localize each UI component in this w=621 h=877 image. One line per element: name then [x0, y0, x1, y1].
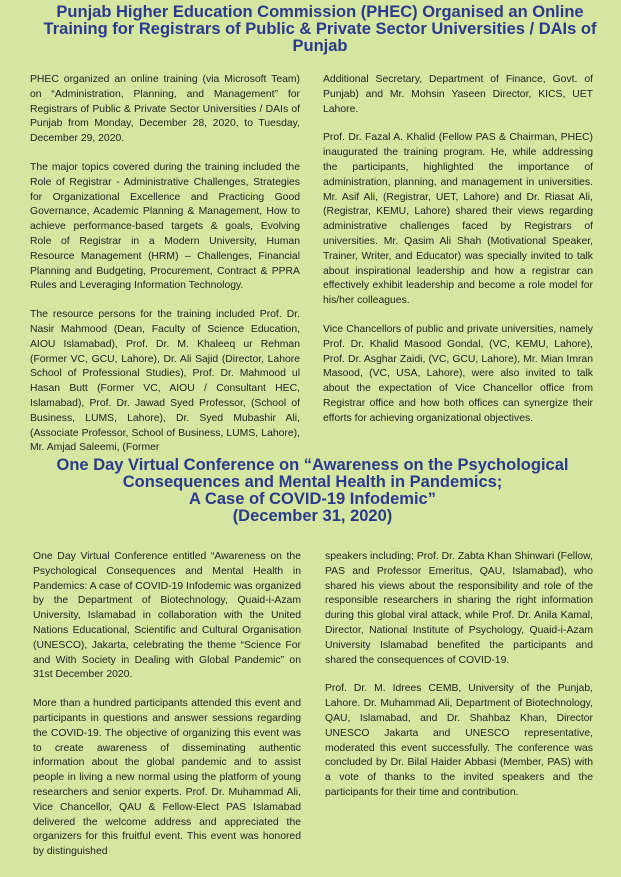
article2-column-right	[325, 550, 593, 875]
article2-paragraph: More than a hundred participants attended this event and participants in questions and answer sessions regarding the COVID-19. The objective of organizing this event was to create awareness of disseminating authentic information about the global pandemic and to assist people in living a new normal using the platform of young researchers and senior experts. Prof. Dr. Muhammad Ali, Vice Chancellor, QAU & Fellow-Elect PAS Islamabad delivered the welcome address and appreciated the organizers for this fruitful event. This event was honored by distinguished	[33, 698, 301, 858]
article2-body	[33, 550, 593, 875]
article1-paragraph: Prof. Dr. Fazal A. Khalid (Fellow PAS & Chairman, PHEC) inaugurated the training program. He, while addressing the participants, highlighted the importance of administration, planning, and management in universities. Mr. Asif Ali, (Registrar, UET, Lahore) and Dr. Riasat Ali, (Registrar, KEMU, Lahore) shared their views regarding administrative challenges faced by Registrars of universities. Mr. Qasim Ali Shah (Motivational Speaker, Trainer, Writer, and Educator) was specially invited to talk about inspirational leadership and how a registrar can effectively exhibit leadership and become a role model for his/her colleagues.	[323, 132, 593, 307]
article2-title-line: A Case of COVID-19 Infodemic”	[189, 490, 436, 508]
article1-title: Punjab Higher Education Commission (PHEC) Organised an Online Training for Registrars of Public & Private Sector Universities / DAIs of Punjab	[43, 3, 597, 55]
article2-title-line: Consequences and Mental Health in Pandemics;	[122, 473, 503, 491]
article2-paragraph: Prof. Dr. M. Idrees CEMB, University of the Punjab, Lahore. Dr. Muhammad Ali, Department of Biotechnology, QAU, Islamabad, and Dr. Shahbaz Khan, Director UNESCO Jakarta and UNESCO representative, moderated this event successfully. The conference was concluded by Dr. Bilal Haider Abbasi (Member, PAS) with a vote of thanks to the invited speakers and the participants for their time and contribution.	[325, 683, 593, 798]
article2-title-date: (December 31, 2020)	[232, 507, 393, 525]
article1-paragraph: The resource persons for the training included Prof. Dr. Nasir Mahmood (Dean, Faculty of Science Education, AIOU Islamabad), Prof. Dr. M. Khaleeq ur Rehman (Former VC, GCU, Lahore), Dr. Ali Sajid (Director, Lahore School of Professional Studies), Prof. Dr. Mahmood ul Hasan Butt (Former VC, AIOU / Consultant HEC, Islamabad), Prof. Dr. Jawad Syed Professor, (School of Business, LUMS, Lahore), Dr. Syed Mubashir Ali, (Associate Professor, School of Business, LUMS, Lahore), Mr. Amjad Saleemi, (Former	[30, 309, 300, 453]
article1-body	[30, 73, 593, 453]
article2-title-line: One Day Virtual Conference on “Awareness on the Psychological	[56, 456, 569, 474]
article1-column-right	[323, 73, 593, 453]
article1-paragraph: Additional Secretary, Department of Finance, Govt. of Punjab) and Mr. Mohsin Yaseen Director, KICS, UET Lahore.	[323, 74, 593, 115]
article2-paragraph: One Day Virtual Conference entitled “Awareness on the Psychological Consequences and Mental Health in Pandemics: A case of COVID-19 Infodemic was organized by the Department of Biotechnology, Quaid-i-Azam University, Islamabad in collaboration with the United Nations Educational, Scientific and Cultural Organisation (UNESCO), Jakarta, celebrating the theme “Science For and With Society in Dealing with Global Pandemic” on 31st December 2020.	[33, 551, 301, 681]
article1-paragraph: Vice Chancellors of public and private universities, namely Prof. Dr. Khalid Masood Gondal, (VC, KEMU, Lahore), Prof. Dr. Asghar Zaidi, (VC, GCU, Lahore), Mr. Mian Imran Masood, (VC, USA, Lahore), were also invited to talk about the expectation of Vice Chancellor office from Registrar office and how both offices can synergize their efforts for achieving organizational objectives.	[323, 323, 593, 424]
article1-paragraph: PHEC organized an online training (via Microsoft Team) on “Administration, Planning, and Management” for Registrars of Public & Private Sector Universities / DAIs of Punjab from Monday, December 28, 2020, to Tuesday, December 29, 2020.	[30, 74, 300, 145]
article2-paragraph: speakers including; Prof. Dr. Zabta Khan Shinwari (Fellow, PAS and Professor Emeritus, QAU, Islamabad), who shared his views about the responsibility and role of the responsible researchers in sharing the right information during this global viral attack, while Prof. Dr. Anila Kamal, Director, National Institute of Psychology, Quaid-i-Azam University Islamabad benefited the participants and shared the consequences of COVID-19.	[325, 551, 593, 666]
article2-title	[25, 457, 600, 525]
article2-column-left	[33, 550, 301, 875]
article1-column-left	[30, 73, 300, 453]
article1-paragraph: The major topics covered during the training included the Role of Registrar - Administrative Challenges, Strategies for Organizational Excellence and Practicing Good Governance, Academic Planning & Management, How to achieve performance-based targets & goals, Evolving Role of Registrar in a Modern University, Human Resource Management (HRM) – Challenges, Financial Planning and Budgeting, Procurement, Contract & PPRA Rules and Leveraging Information Technology.	[30, 161, 300, 292]
